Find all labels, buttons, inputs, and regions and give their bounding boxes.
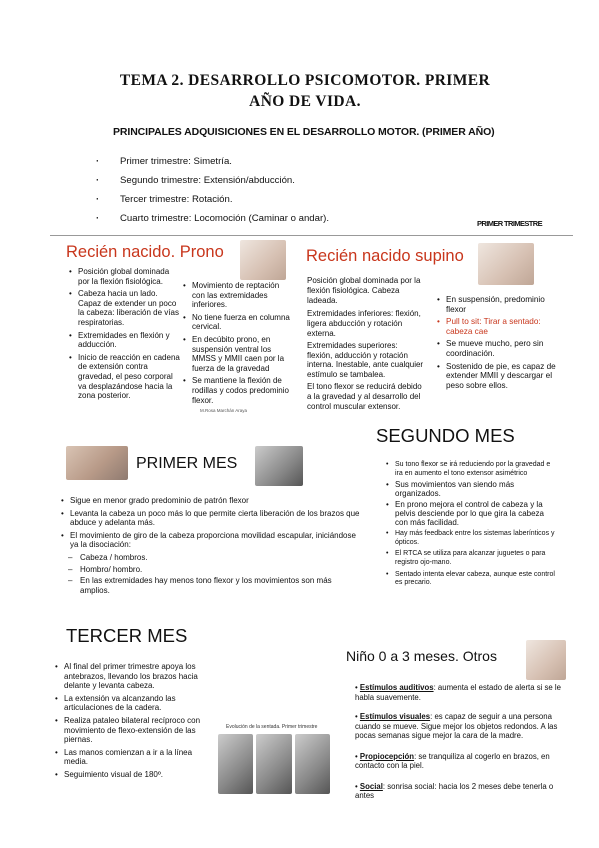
baby-prono-photo (240, 240, 286, 280)
list-item: • En decúbito prono, en suspensión ventral los MMSS y MMII caen por la fuerza de la gravedad (182, 335, 292, 373)
list-item: • Sentado intenta elevar cabeza, aunque este control es precario. (385, 571, 555, 588)
list-item: • Sostenido de pie, es capaz de extender MMII y descargar el peso sobre ellos. (436, 362, 562, 391)
trimester-list (96, 152, 329, 228)
list-item: • Estímulos auditivos: aumenta el estado de alerta si se le habla suavemente. (355, 683, 561, 702)
rn-prono-list-left (68, 267, 180, 404)
list-item: • Sus movimientos van siendo más organizados. (385, 481, 555, 498)
list-item: • Se mueve mucho, pero sin coordinación. (436, 339, 562, 358)
list-item: • No tiene fuerza en columna cervical. (182, 313, 292, 332)
list-item: • Extremidades en flexión y adducción. (68, 331, 180, 350)
nino-list (355, 683, 570, 801)
sitting-photo (256, 734, 291, 794)
segundo-mes-list (385, 461, 555, 591)
primer-mes-list (60, 496, 360, 597)
list-item: – En las extremidades hay menos tono flexor y los movimientos son más amplios. (60, 576, 360, 595)
list-item: • Sigue en menor grado predominio de patrón flexor (60, 496, 360, 506)
list-item: • El movimiento de giro de la cabeza proporciona movilidad escapular, iniciándose ya la disociación: (60, 531, 360, 550)
list-item: • Social: sonrisa social: hacia los 2 meses debe tenerla o antes (355, 781, 554, 800)
list-item: – Cabeza / hombros. (60, 553, 360, 563)
list-item: · Primer trimestre: Simetría. (96, 152, 329, 171)
segundo-mes-heading: SEGUNDO MES (376, 425, 515, 446)
list-item: · Segundo trimestre: Extensión/abducción. (96, 171, 329, 190)
rn-prono-list-right (182, 281, 292, 408)
list-item: · Tercer trimestre: Rotación. (96, 190, 329, 209)
list-item: – Hombro/ hombro. (60, 565, 360, 575)
list-item: • Estímulos visuales: es capaz de seguir a una persona cuando se mueve. Sigue mejor los objetos redondos. A las pocas semanas sigue mejor la cara de la madre. (355, 712, 558, 740)
list-item: • Al final del primer trimestre apoya los antebrazos, llevando los brazos hacia delante y levanta cabeza. (54, 662, 204, 691)
list-item: • Se mantiene la flexión de rodillas y codos predominio flexor. (182, 376, 292, 405)
list-item: • Realiza pataleo bilateral recíproco con movimiento de flexo-extensión de las piernas. (54, 716, 204, 745)
list-item: • La extensión va alcanzando las articulaciones de la cadera. (54, 694, 204, 713)
hands-photo (255, 446, 303, 486)
page-title: TEMA 2. DESARROLLO PSICOMOTOR. PRIMER AÑO DE VIDA. (119, 72, 491, 110)
list-item: • En prono mejora el control de cabeza y la pelvis desciende por lo que gira la cabeza con más facilidad. (385, 501, 555, 527)
baby-photo (66, 446, 128, 480)
nino-heading: Niño 0 a 3 meses. Otros (346, 648, 497, 664)
list-item: • Levanta la cabeza un poco más lo que permite cierta liberación de los brazos que abduce y adelanta más. (60, 509, 360, 528)
tercer-mes-heading: TERCER MES (66, 625, 188, 646)
list-item: • Cabeza hacia un lado. Capaz de extender un poco la cabeza: liberación de vías respiratorias. (68, 289, 180, 327)
list-item: • El RTCA se utiliza para alcanzar juguetes o para registro ojo-mano. (385, 550, 555, 567)
list-item: • En suspensión, predominio flexor (436, 295, 562, 314)
list-item: • Movimiento de reptación con las extremidades inferiores. (182, 281, 292, 310)
list-item: • Pull to sit: Tirar a sentado: cabeza cae (436, 317, 562, 336)
list-item: • Hay más feedback entre los sistemas laberínticos y ópticos. (385, 530, 555, 547)
photo-caption: M.Rosa Marchán Araya (200, 408, 248, 413)
list-item: • Inicio de reacción en cadena de extensión contra gravedad, el peso corporal va desplazándose hacia la zona posterior. (68, 353, 180, 401)
rn-supino-heading: Recién nacido supino (306, 247, 464, 265)
list-item: • Propiocepción: se tranquiliza al cogerlo en brazos, en contacto con la piel. (355, 751, 550, 770)
figure-caption: Evolución de la sentada. Primer trimestre (226, 724, 318, 730)
baby-supino-photo (478, 243, 534, 285)
sitting-evolution-figure (218, 734, 330, 794)
divider (50, 235, 573, 236)
tercer-mes-list (54, 662, 204, 783)
sitting-photo (295, 734, 330, 794)
section-tag: PRIMER TRIMESTRE (477, 219, 542, 228)
rn-prono-heading: Recién nacido. Prono (66, 243, 224, 261)
sitting-photo (218, 734, 253, 794)
baby-face-photo (526, 640, 566, 680)
list-item: • Las manos comienzan a ir a la línea media. (54, 748, 204, 767)
list-item: • Posición global dominada por la flexión fisiológica. (68, 267, 180, 286)
list-item: • Su tono flexor se irá reduciendo por la gravedad e ira en aumento el tono extensor asimétrico (385, 461, 555, 478)
rn-supino-list (436, 295, 562, 393)
primer-mes-heading: PRIMER MES (136, 455, 238, 472)
rn-supino-text: Posición global dominada por la flexión fisiológica. Cabeza ladeada. Extremidades inferiores: flexión, ligera abducción y rotación externa. Extremidades superiores: flexión, adducción y rotación interna. Inestable, ante cualquier estímulo se tambalea. El tono flexor se reducirá debido a la gravedad y al desarrollo del control muscular extensor. (307, 276, 424, 411)
list-item: • Seguimiento visual de 180º. (54, 770, 204, 780)
section-subtitle: PRINCIPALES ADQUISICIONES EN EL DESARROLLO MOTOR. (PRIMER AÑO) (113, 126, 495, 138)
list-item: · Cuarto trimestre: Locomoción (Caminar o andar). (96, 209, 329, 228)
